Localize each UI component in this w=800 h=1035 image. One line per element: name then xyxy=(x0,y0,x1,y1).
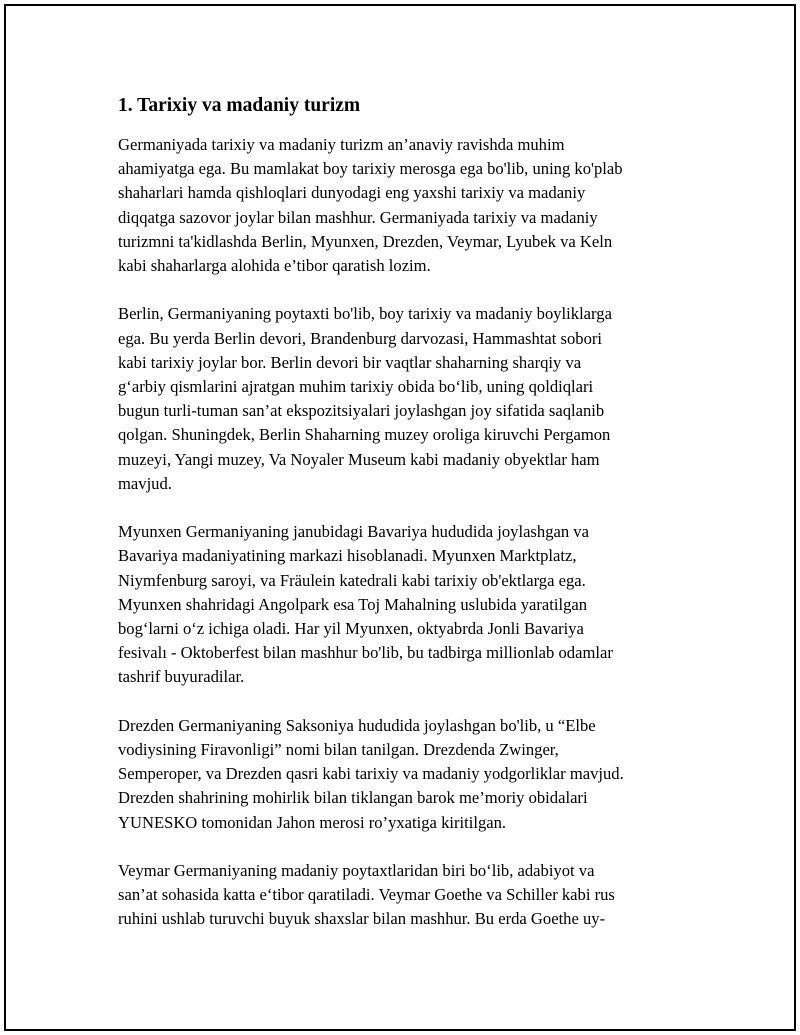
paragraph-weimar: Veymar Germaniyaning madaniy poytaxtlaridan biri bo‘lib, adabiyot va san’at sohasida katta e‘tibor qaratiladi. Veymar Goethe va Schiller kabi rus ruhini ushlab turuvchi buyuk shaxslar bilan mashhur. Bu erda Goethe uy- xyxy=(118,861,615,929)
paragraph-munich: Myunxen Germaniyaning janubidagi Bavariya hududida joylashgan va Bavariya madaniyatining markazi hisoblanadi. Myunxen Marktplatz, Niymfenburg saroyi, va Fräulein katedrali kabi tarixiy ob'ektlarga ega. Myunxen shahridagi Angolpark esa Toj Mahalning uslubida yaratilgan bog‘larni o‘z ichiga oladi. Har yil Myunxen, oktyabrda Jonli Bavariya fesivalı - Oktoberfest bilan mashhur bo'lib, bu tadbirga millionlab odamlar tashrif buyuradilar. xyxy=(118,522,613,687)
paragraph-dresden: Drezden Germaniyaning Saksoniya hududida joylashgan bo'lib, u “Elbe vodiysining Firavonligi” nomi bilan tanilgan. Drezdenda Zwinger, Semperoper, va Drezden qasri kabi tarixiy va madaniy yodgorliklar mavjud. Drezden shahrining mohirlik bilan tiklangan barok me’moriy obidalari YUNESKO tomonidan Jahon merosi ro’yxatiga kiritilgan. xyxy=(118,715,624,832)
section-heading: 1. Tarixiy va madaniy turizm xyxy=(118,95,361,116)
paragraph-intro: Germaniyada tarixiy va madaniy turizm an’anaviy ravishda muhim ahamiyatga ega. Bu mamlakat boy tarixiy merosga ega bo'lib, uning ko'plab shaharlari hamda qishloqlari dunyodagi eng yaxshi tarixiy va madaniy diqqatga sazovor joylar bilan mashhur. Germaniyada tarixiy va madaniy turizmni ta'kidlashda Berlin, Myunxen, Drezden, Veymar, Lyubek va Keln kabi shaharlarga alohida e’tibor qaratish lozim. xyxy=(118,135,623,276)
document-body xyxy=(118,93,688,956)
paragraph-berlin: Berlin, Germaniyaning poytaxti bo'lib, boy tarixiy va madaniy boyliklarga ega. Bu yerda Berlin devori, Brandenburg darvozasi, Hammashtat sobori kabi tarixiy joylar bor. Berlin devori bir vaqtlar shaharning sharqiy va g‘arbiy qismlarini ajratgan muhim tarixiy obida bo‘lib, uning qoldiqlari bugun turli-tuman san’at ekspozitsiyalari joylashgan joy sifatida saqlanib qolgan. Shuningdek, Berlin Shaharning muzey oroliga kiruvchi Pergamon muzeyi, Yangi muzey, Va Noyaler Museum kabi madaniy obyektlar ham mavjud. xyxy=(118,304,612,493)
